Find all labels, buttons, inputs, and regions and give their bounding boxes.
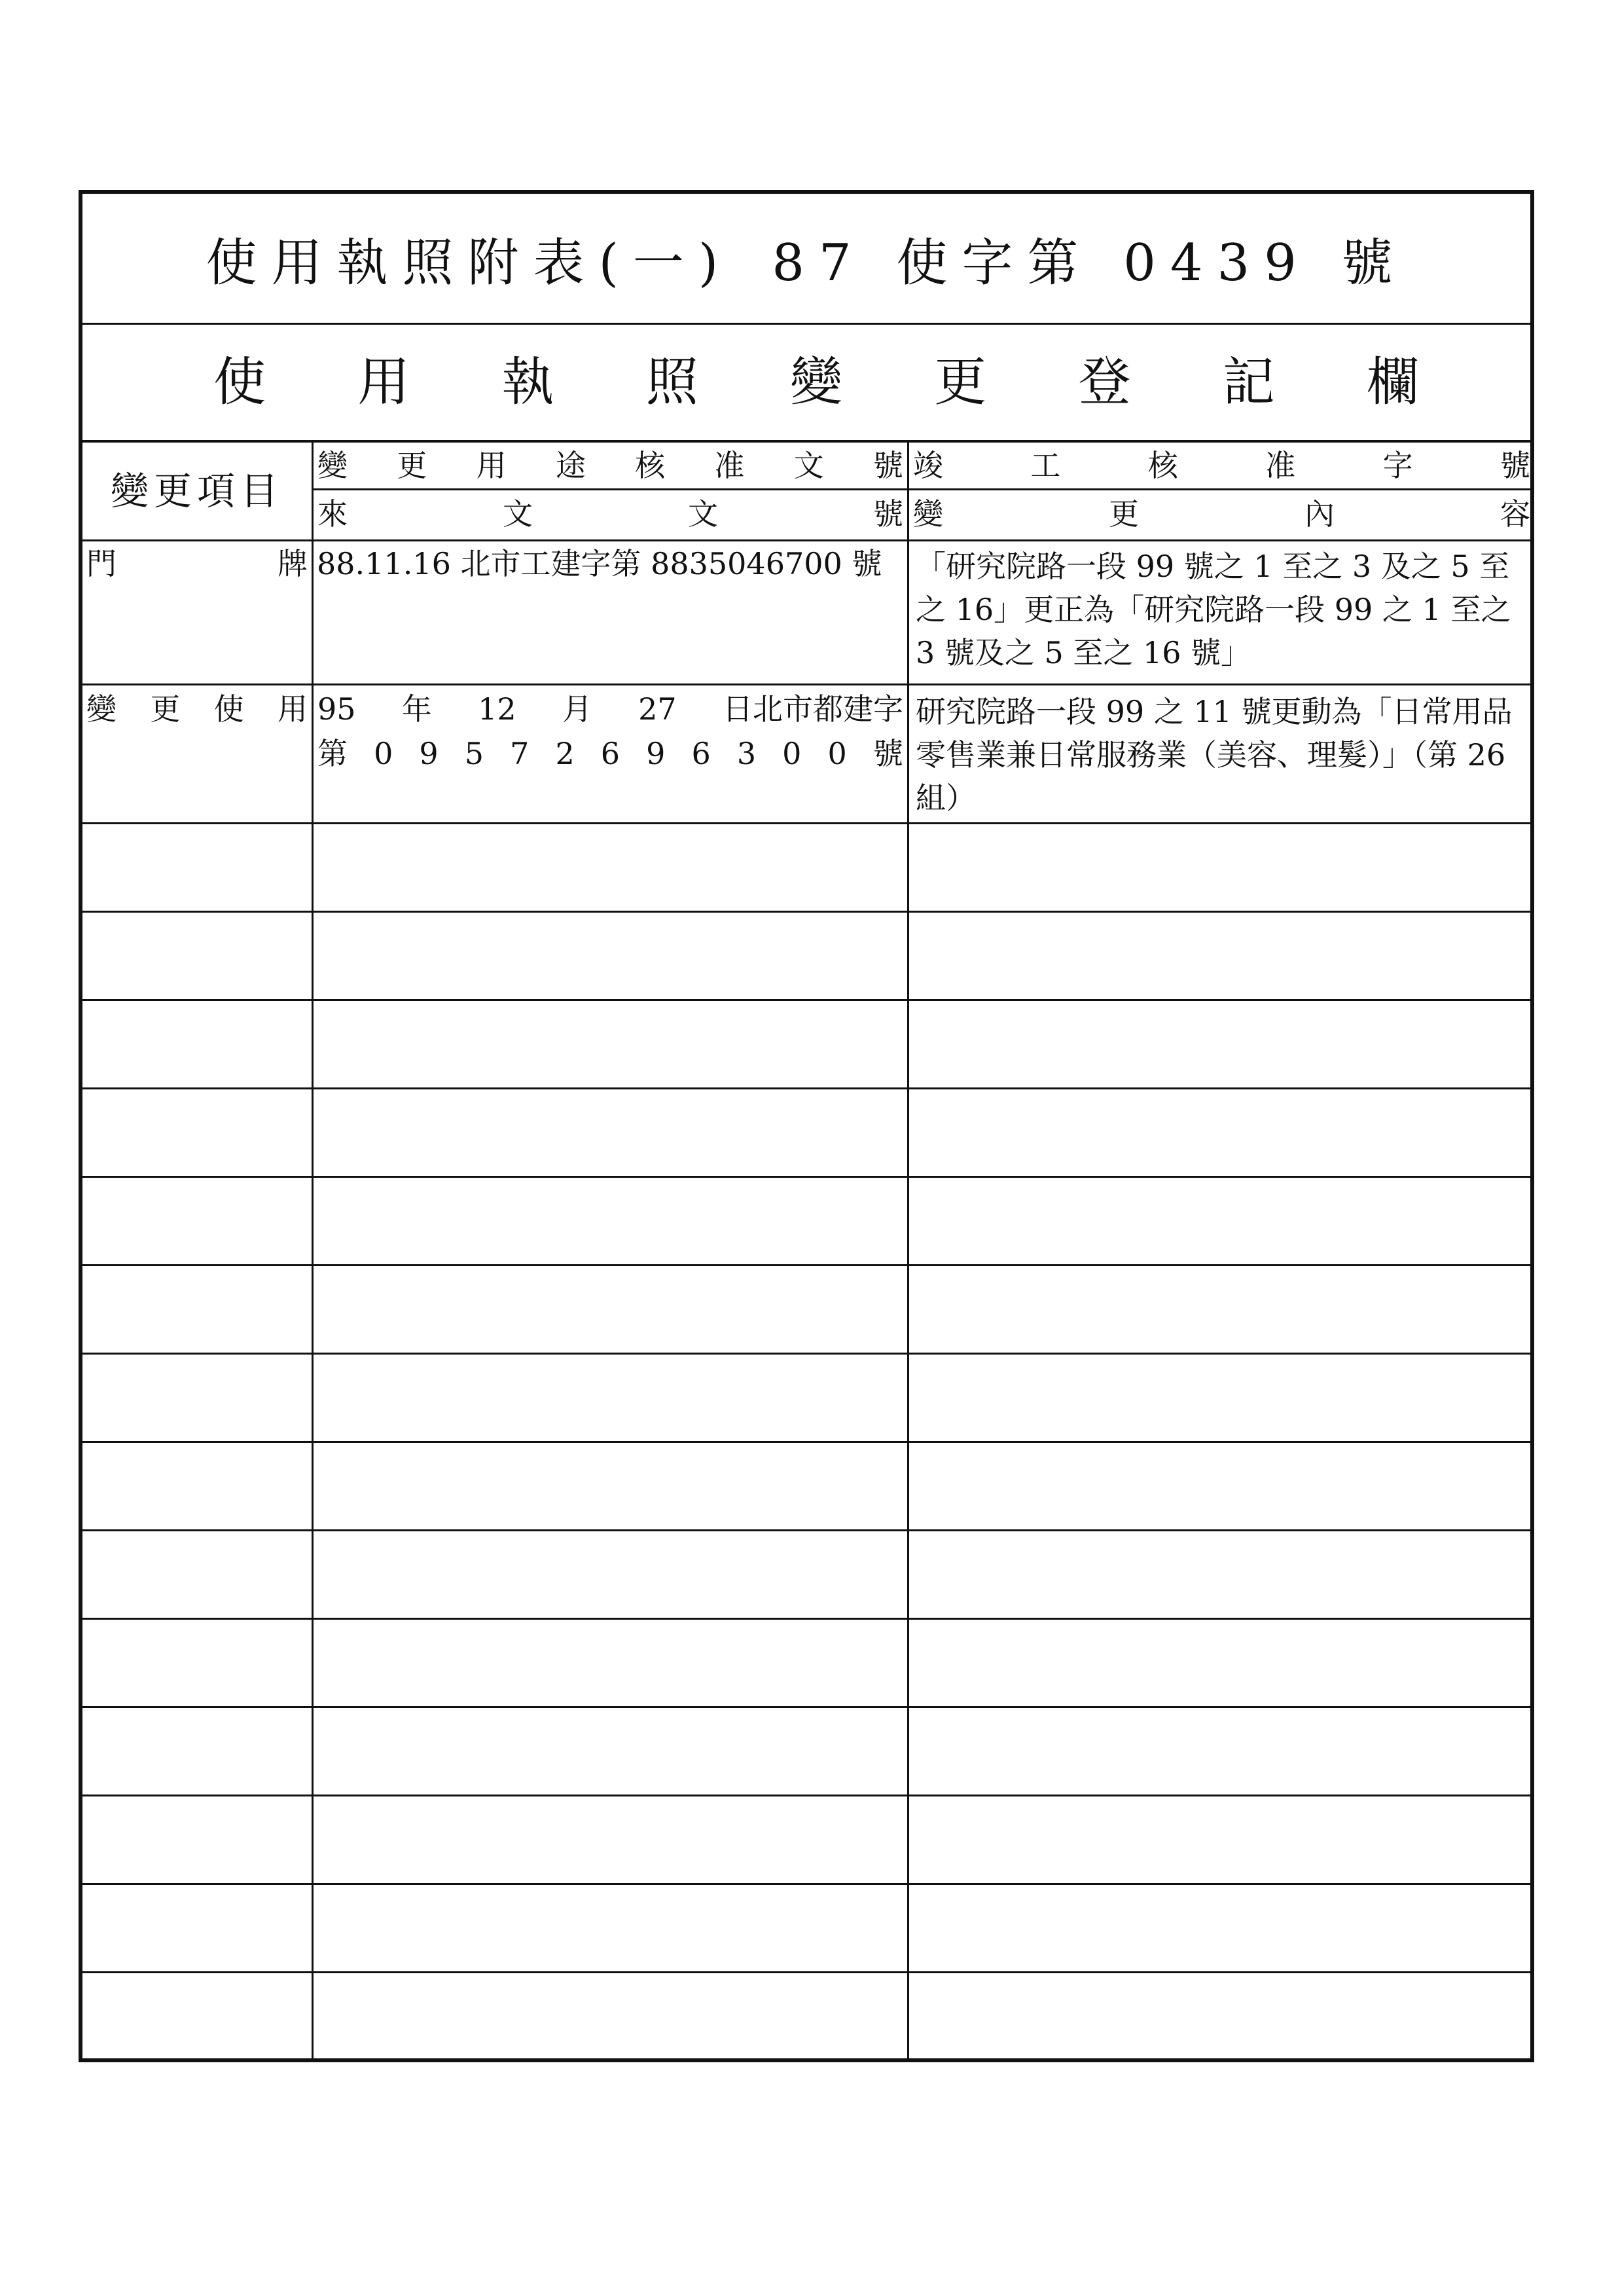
heading-char: 用 bbox=[357, 352, 410, 412]
header-completion-approval-no: 竣 工 核 准 字 號 bbox=[913, 448, 1530, 483]
heading-char: 使 bbox=[213, 352, 266, 412]
row-divider bbox=[82, 683, 1530, 685]
form-title-row bbox=[82, 194, 1530, 325]
header-incoming-doc-no: 來 文 文 號 bbox=[317, 496, 903, 532]
table-row-item: 門 牌 bbox=[86, 546, 308, 581]
row-divider bbox=[82, 1971, 1530, 1973]
table-row-doc-no-line2: 第 0 9 5 7 2 6 9 6 3 0 0 號 bbox=[317, 736, 903, 771]
row-divider bbox=[82, 999, 1530, 1001]
heading-char: 執 bbox=[501, 352, 554, 412]
row-divider bbox=[82, 1618, 1530, 1620]
row-divider bbox=[82, 1264, 1530, 1266]
section-heading bbox=[82, 325, 1530, 443]
heading-char: 記 bbox=[1222, 352, 1275, 412]
heading-char: 更 bbox=[934, 352, 987, 412]
row-divider bbox=[82, 1706, 1530, 1708]
row-divider bbox=[82, 911, 1530, 913]
row-divider bbox=[82, 1087, 1530, 1089]
heading-char: 欄 bbox=[1367, 352, 1419, 412]
form-title: 使用執照附表(一) bbox=[206, 233, 733, 293]
row-divider bbox=[82, 1795, 1530, 1796]
table-row-content: 「研究院路一段 99 號之 1 至之 3 及之 5 至之 16」更正為「研究院路一段 99 之 1 至之 3 號及之 5 至之 16 號」 bbox=[916, 549, 1511, 670]
row-divider bbox=[82, 1176, 1530, 1178]
table-row-doc-no: 95 年 12 月 27 日北市都建字 bbox=[317, 691, 903, 727]
table-row-content: 研究院路一段 99 之 11 號更動為「日常用品零售業兼日常服務業（美容、理髮）」（第 26 組） bbox=[916, 694, 1513, 816]
table-row-item: 變 更 使 用 bbox=[86, 691, 308, 727]
license-form bbox=[79, 190, 1534, 2062]
change-register-table bbox=[82, 443, 1530, 2058]
row-divider bbox=[82, 1441, 1530, 1443]
row-divider bbox=[82, 1883, 1530, 1885]
table-row-doc-no: 88.11.16 北市工建字第 8835046700 號 bbox=[317, 546, 882, 581]
heading-char: 登 bbox=[1078, 352, 1131, 412]
header-change-item: 變更項目 bbox=[110, 469, 283, 513]
heading-char: 變 bbox=[790, 352, 842, 412]
heading-char: 照 bbox=[645, 352, 698, 412]
license-number: 87 使字第 0439 號 bbox=[772, 233, 1407, 293]
row-divider bbox=[82, 1353, 1530, 1355]
row-divider bbox=[82, 822, 1530, 824]
row-divider bbox=[82, 1529, 1530, 1531]
header-change-content: 變 更 內 容 bbox=[913, 496, 1530, 532]
header-subdivider bbox=[312, 488, 1530, 490]
header-approval-doc-no: 變 更 用 途 核 准 文 號 bbox=[317, 448, 903, 483]
